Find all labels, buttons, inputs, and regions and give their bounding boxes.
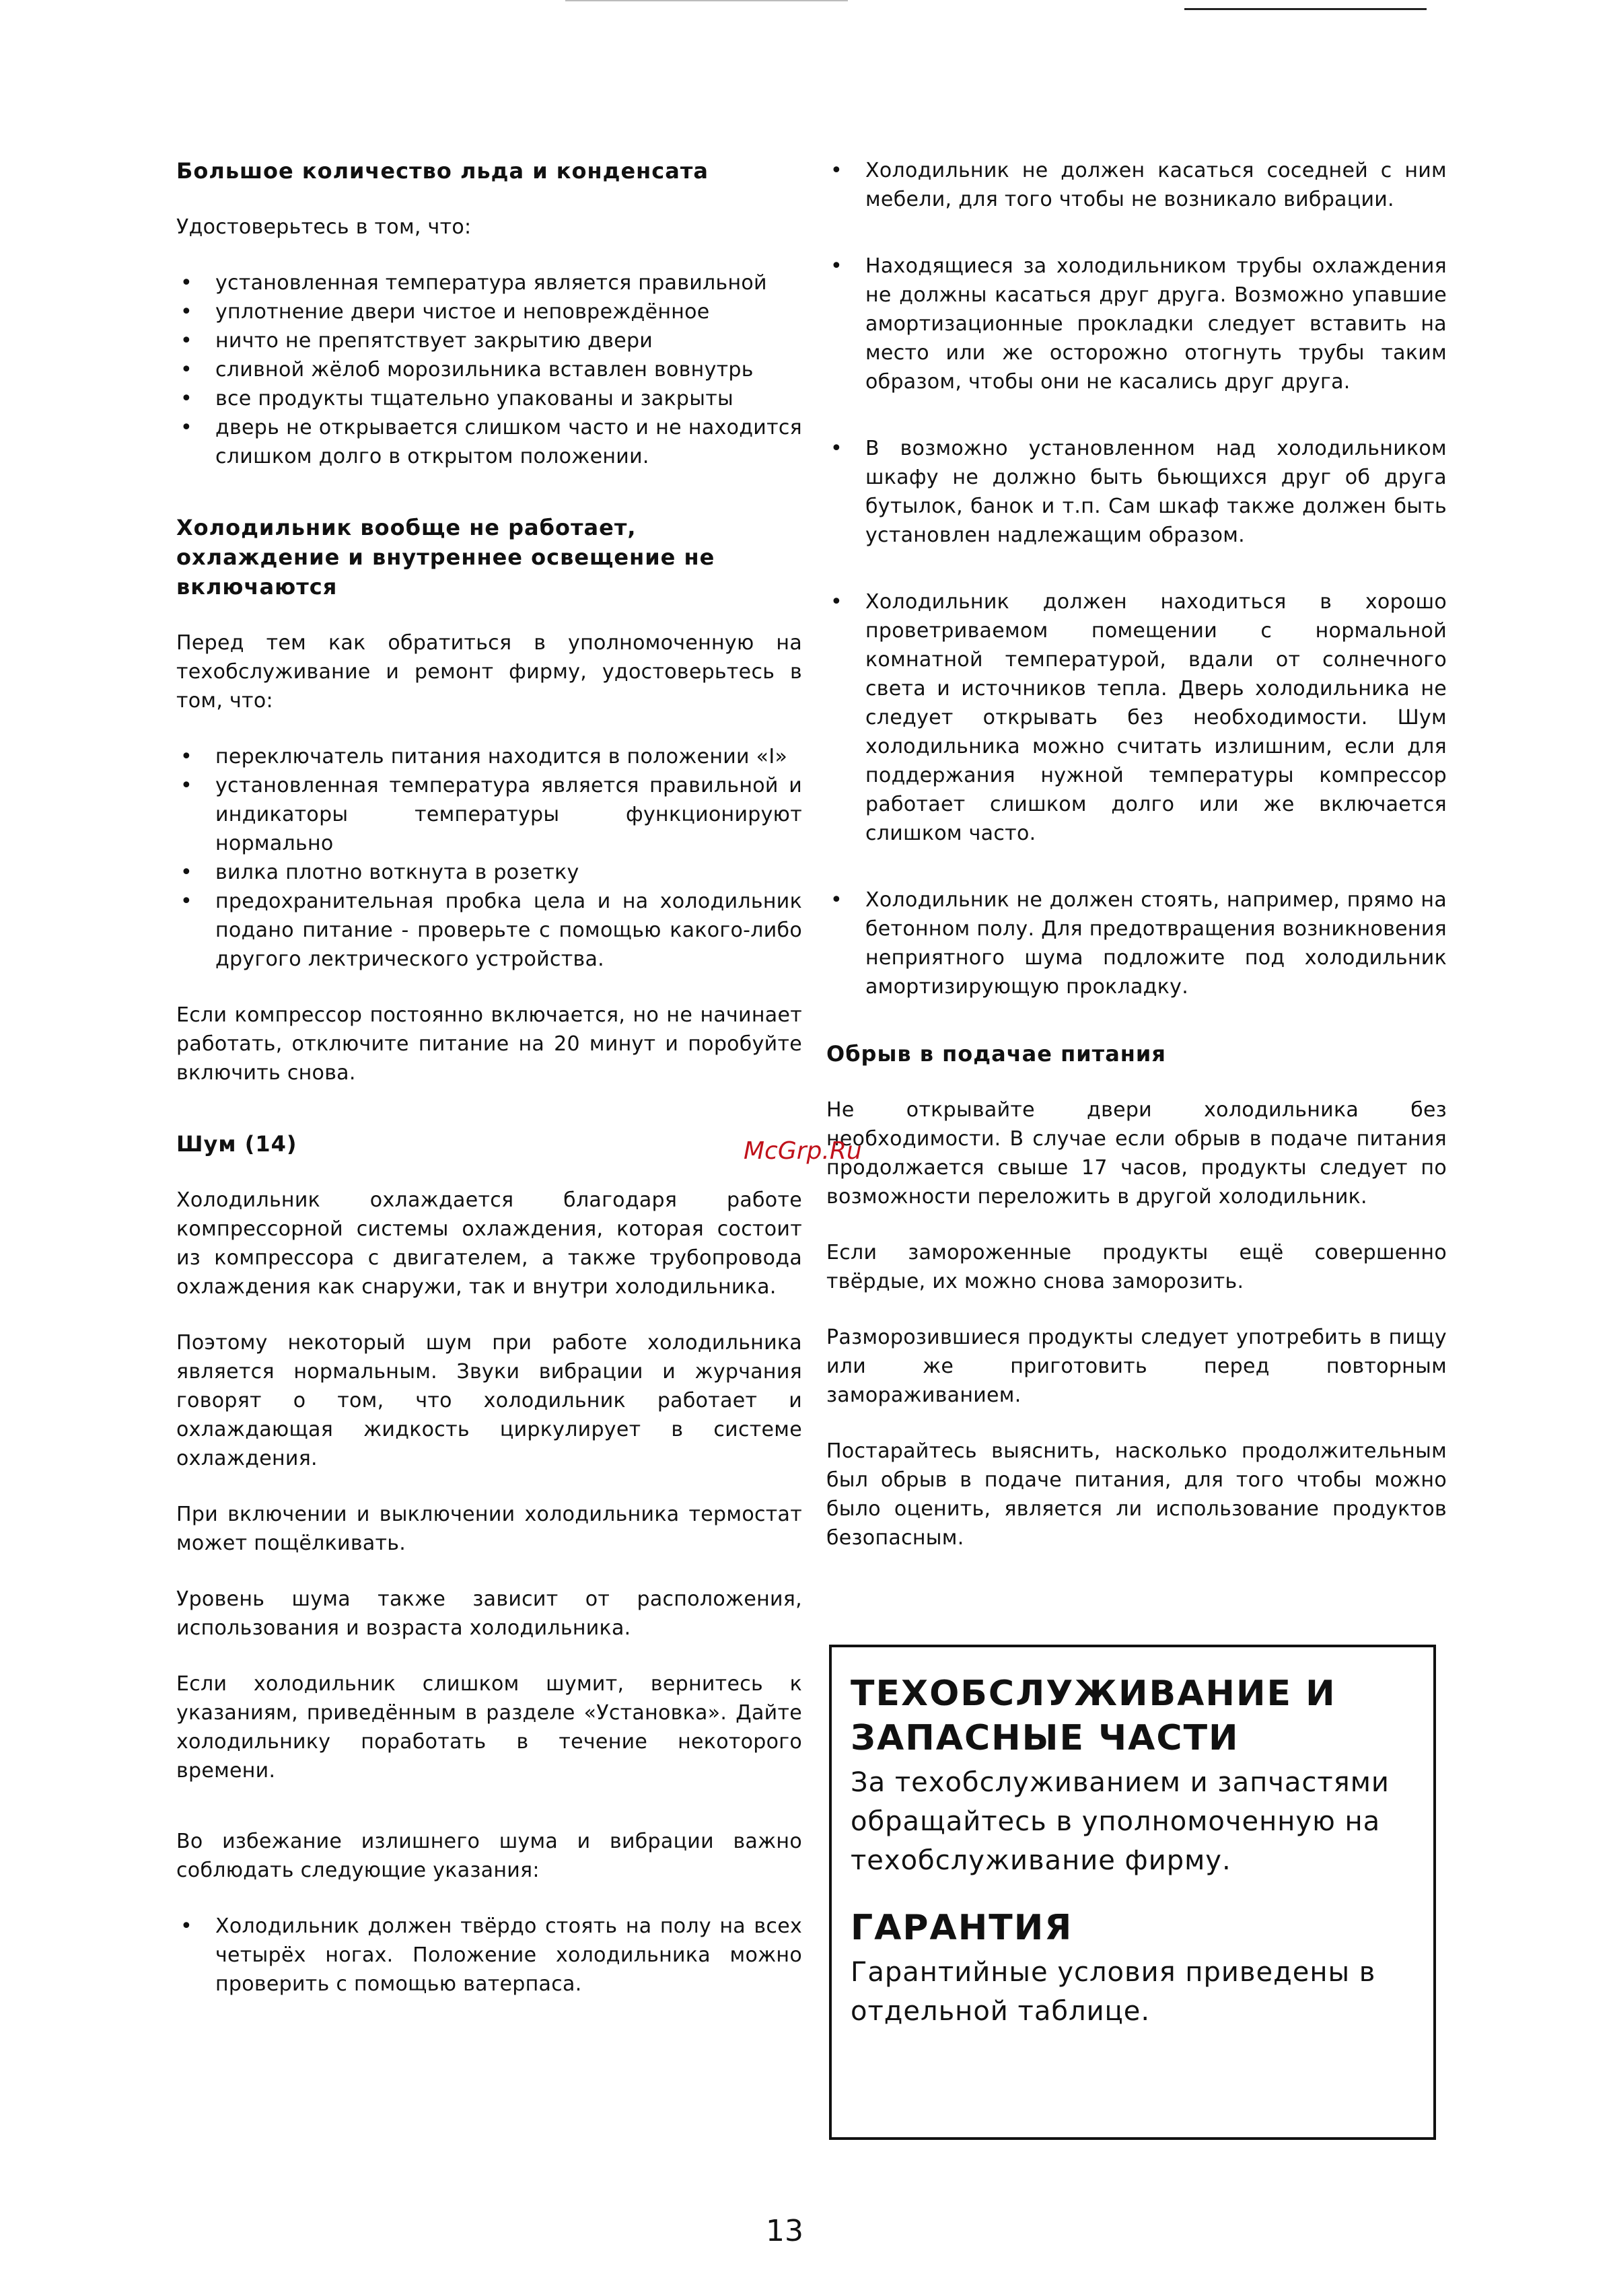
list-item: • уплотнение двери чистое и неповреждённое	[176, 297, 802, 326]
list-item: • Холодильник не должен стоять, например, прямо на бетонном полу. Для предотвращения возникновения неприятного шума подложите под холодильник амортизирующую прокладку.	[826, 886, 1447, 1001]
list-item: • дверь не открывается слишком часто и не находится слишком долго в открытом положении.	[176, 413, 802, 471]
list-item: • вилка плотно воткнута в розетку	[176, 858, 802, 887]
noise-paragraph: Во избежание излишнего шума и вибрации важно соблюдать следующие указания:	[176, 1830, 802, 1882]
not-working-heading: Холодильник вообще не работает, охлаждение и внутреннее освещение не включаются	[176, 515, 715, 600]
list-item: • все продукты тщательно упакованы и закрыты	[176, 384, 802, 413]
noise-paragraph: Поэтому некоторый шум при работе холодильника является нормальным. Звуки вибрации и журчания говорят о том, что холодильник работает и охлаждающая жидкость циркулирует в системе охлаждения.	[176, 1331, 802, 1470]
ice-intro: Удостоверьтесь в том, что:	[176, 215, 472, 239]
noise-heading: Шум (14)	[176, 1131, 297, 1157]
power-failure-heading: Обрыв в подачае питания	[826, 1041, 1166, 1067]
not-working-intro: Перед тем как обратиться в уполномоченную на техобслуживание и ремонт фирму, удостоверьтесь в том, что:	[176, 631, 802, 713]
warranty-heading: ГАРАНТИЯ	[851, 1908, 1073, 1948]
noise-paragraph: Если холодильник слишком шумит, вернитесь к указаниям, приведённым в разделе «Установка». Дайте холодильнику поработать в течение некоторого времени.	[176, 1672, 802, 1783]
list-item: • установленная температура является правильной и индикаторы температуры функционируют нормально	[176, 771, 802, 858]
not-working-checklist	[176, 742, 802, 974]
left-column	[176, 156, 802, 2025]
list-item: • предохранительная пробка цела и на холодильник подано питание - проверьте с помощью какого-либо другого лектрического устройства.	[176, 887, 802, 974]
list-item: • Холодильник не должен касаться соседней с ним мебели, для того чтобы не возникало вибрации.	[826, 156, 1447, 214]
right-column	[826, 156, 1447, 1579]
list-item: • Холодильник должен находиться в хорошо проветриваемом помещении с нормальной комнатной температурой, вдали от солнечного света и источников тепла. Дверь холодильника не следует открывать без необходимости. Шум холодильника можно считать излишним, если для поддержания нужной температуры компрессор работает слишком долго или же включается слишком часто.	[826, 587, 1447, 848]
list-item: • ничто не препятствует закрытию двери	[176, 326, 802, 355]
scan-edge-mark	[565, 0, 848, 1]
power-paragraph: Разморозившиеся продукты следует употребить в пищу или же приготовить перед повторным замораживанием.	[826, 1326, 1447, 1407]
noise-paragraph: Холодильник охлаждается благодаря работе компрессорной системы охлаждения, которая состоит из компрессора с двигателем, а также трубопровода охлаждения как снаружи, так и внутри холодильника.	[176, 1188, 802, 1299]
power-paragraph: Постарайтесь выяснить, насколько продолжительным был обрыв в подаче питания, для того чтобы можно было оценить, является ли использование продуктов безопасным.	[826, 1439, 1447, 1550]
service-warranty-box	[829, 1645, 1436, 2140]
list-item: • переключатель питания находится в положении «I»	[176, 742, 802, 771]
noise-checklist	[176, 1912, 802, 1999]
service-heading: ТЕХОБСЛУЖИВАНИЕ И ЗАПАСНЫЕ ЧАСТИ	[851, 1674, 1336, 1758]
noise-checklist-continued	[826, 156, 1447, 1001]
list-item: • В возможно установленном над холодильником шкафу не должно быть бьющихся друг об друга бутылок, банок и т.п. Сам шкаф также должен быть установлен надлежащим образом.	[826, 434, 1447, 550]
service-text: За техобслуживанием и запчастями обращайтесь в уполномоченную на техобслуживание фирму.	[851, 1767, 1390, 1876]
list-item: • Холодильник должен твёрдо стоять на полу на всех четырёх ногах. Положение холодильника можно проверить с помощью ватерпаса.	[176, 1912, 802, 1999]
ice-condensate-heading: Большое количество льда и конденсата	[176, 158, 709, 184]
compressor-paragraph: Если компрессор постоянно включается, но не начинает работать, отключите питание на 20 минут и поробуйте включить снова.	[176, 1003, 802, 1085]
list-item: • Находящиеся за холодильником трубы охлаждения не должны касаться друг друга. Возможно упавшие амортизационные прокладки следует вставить на место или же осторожно отогнуть трубы таким образом, чтобы они не касались друг друга.	[826, 252, 1447, 396]
power-paragraph: Не открывайте двери холодильника без необходимости. В случае если обрыв в подаче питания продолжается свыше 17 часов, продукты следует по возможности переложить в другой холодильник.	[826, 1098, 1447, 1209]
noise-paragraph: При включении и выключении холодильника термостат может пощёлкивать.	[176, 1503, 802, 1555]
noise-paragraph: Уровень шума также зависит от расположения, использования и возраста холодильника.	[176, 1587, 802, 1640]
ice-checklist	[176, 268, 802, 471]
power-paragraph: Если замороженные продукты ещё совершенно твёрдые, их можно снова заморозить.	[826, 1241, 1447, 1293]
page-number: 13	[766, 2214, 803, 2248]
list-item: • установленная температура является правильной	[176, 268, 802, 297]
list-item: • сливной жёлоб морозильника вставлен вовнутрь	[176, 355, 802, 384]
site-watermark: McGrp.Ru	[744, 1137, 862, 1165]
header-rule	[1184, 8, 1427, 10]
warranty-text: Гарантийные условия приведены в отдельной таблице.	[851, 1957, 1376, 2027]
